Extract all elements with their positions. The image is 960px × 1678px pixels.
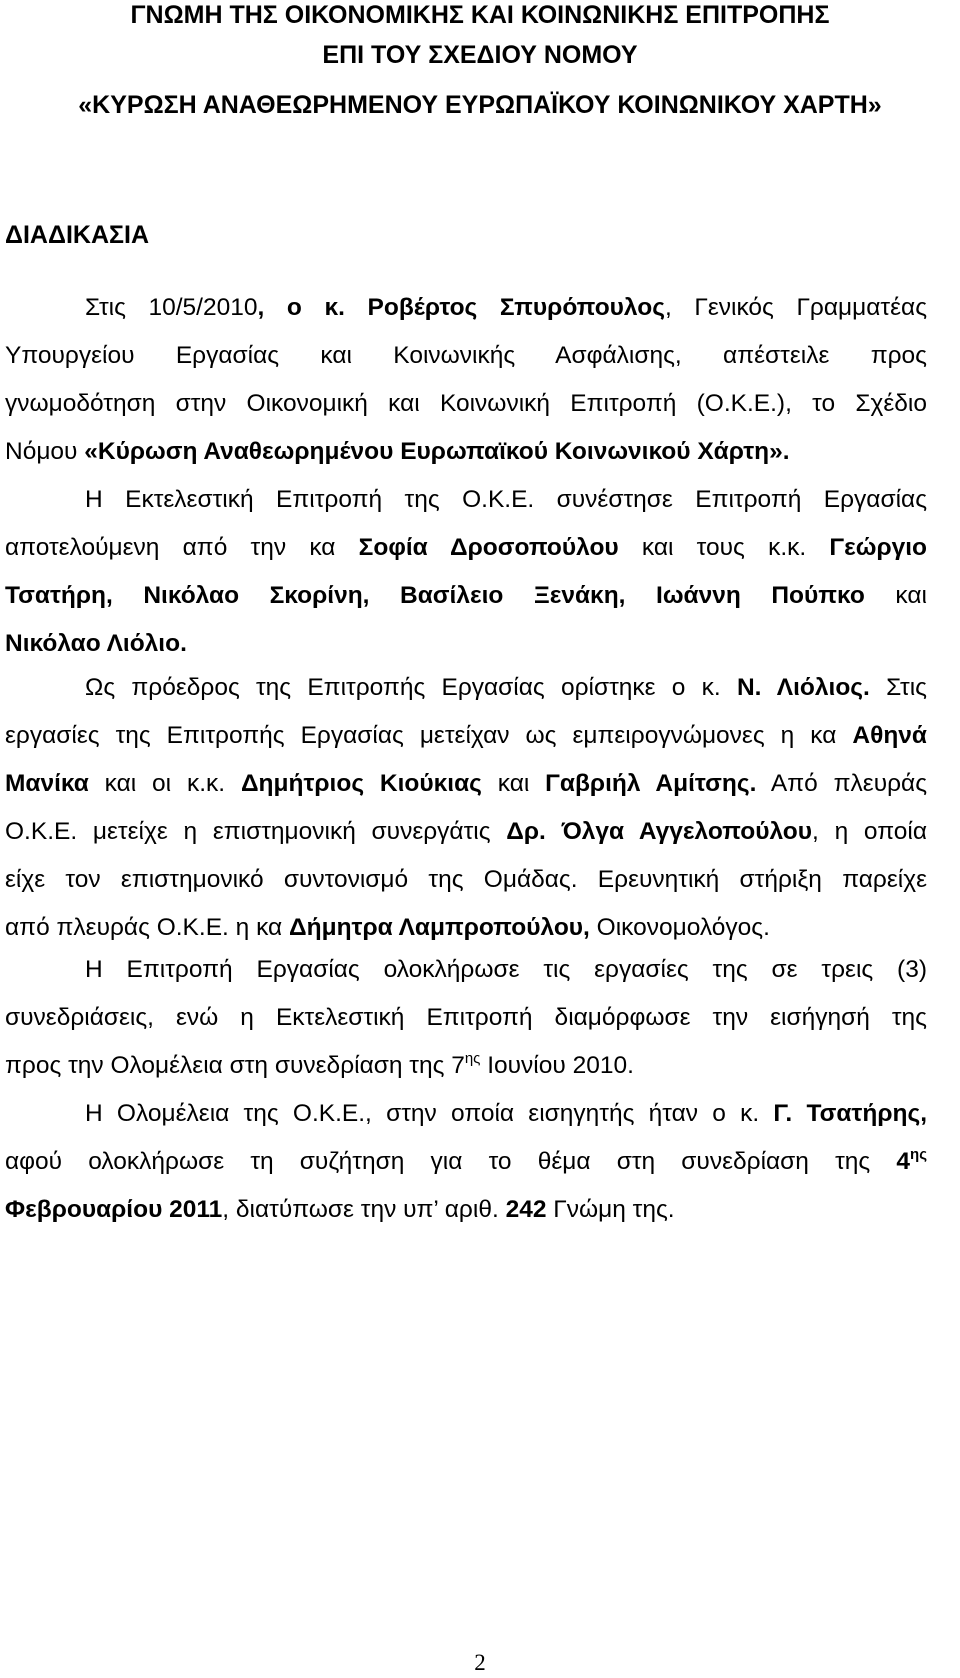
paragraph-line: είχε τον επιστημονικό συντονισμό της Ομάδας. Ερευνητική στήριξη παρείχε <box>5 866 927 893</box>
title-line-1: ΓΝΩΜΗ ΤΗΣ ΟΙΚΟΝΟΜΙΚΗΣ ΚΑΙ ΚΟΙΝΩΝΙΚΗΣ ΕΠΙΤΡΟΠΗΣ <box>130 1 830 29</box>
text-run: και <box>481 770 546 797</box>
date-text: Φεβρουαρίου 2011 <box>5 1196 223 1223</box>
person-name: Μανίκα <box>5 770 89 797</box>
paragraph-line <box>5 428 927 476</box>
paragraph-line <box>5 620 927 668</box>
text-run: Γνώμη της. <box>546 1196 675 1223</box>
text-run: εργασίες της Επιτροπής Εργασίας μετείχαν ως εμπειρογνώμονες η κα <box>5 722 853 749</box>
title-line-2: ΕΠΙ ΤΟΥ ΣΧΕΔΙΟΥ ΝΟΜΟΥ <box>322 41 638 69</box>
paragraph-line: συνεδριάσεις, ενώ η Εκτελεστική Επιτροπή διαμόρφωσε την εισήγησή της <box>5 1004 927 1031</box>
paragraph-line <box>5 664 927 712</box>
bill-title: «Κύρωση Αναθεωρημένου Ευρωπαϊκού Κοινωνικού Χάρτη». <box>84 438 790 465</box>
paragraph-line <box>5 1042 927 1090</box>
paragraph-line <box>5 1138 927 1186</box>
text-run: Στις <box>869 674 927 701</box>
ordinal-suffix: ης <box>464 1050 481 1067</box>
text-run: Ιουνίου 2010. <box>480 1052 634 1079</box>
paragraph-line <box>5 904 927 952</box>
text-run: 4 <box>896 1148 911 1175</box>
paragraph-line <box>5 524 927 572</box>
person-name: Ν. Λιόλιος. <box>736 674 870 701</box>
person-names: Τσατήρη, Νικόλαο Σκορίνη, Βασίλειο Ξενάκη, Ιωάννη Πούπκο <box>5 582 865 609</box>
person-name: Δρ. Όλγα Αγγελοπούλου <box>506 818 813 845</box>
paragraph-4 <box>5 946 927 1090</box>
paragraph-1 <box>5 284 927 476</box>
text-run: Στις 10/5/2010 <box>85 294 258 321</box>
text-run: και οι κ.κ. <box>88 770 241 797</box>
page-number: 2 <box>474 1650 486 1675</box>
person-name: Γ. Τσατήρης, <box>773 1100 927 1127</box>
date-day <box>896 1148 927 1175</box>
paragraph-line: Υπουργείου Εργασίας και Κοινωνικής Ασφάλισης, απέστειλε προς <box>5 342 927 369</box>
paragraph-line <box>5 1186 927 1234</box>
paragraph-line <box>5 1090 927 1138</box>
section-heading: ΔΙΑΔΙΚΑΣΙΑ <box>5 221 149 249</box>
person-name: Νικόλαο Λιόλιο. <box>5 630 187 657</box>
text-run: Ως πρόεδρος της Επιτροπής Εργασίας ορίστηκε ο κ. <box>85 674 737 701</box>
text-run: αποτελούμενη από την κα <box>5 534 359 561</box>
text-run: και τους κ.κ. <box>618 534 830 561</box>
paragraph-line <box>5 572 927 620</box>
title-line-3: «ΚΥΡΩΣΗ ΑΝΑΘΕΩΡΗΜΕΝΟΥ ΕΥΡΩΠΑΪΚΟΥ ΚΟΙΝΩΝΙΚΟΥ ΧΑΡΤΗ» <box>78 91 882 119</box>
person-name: Σοφία Δροσοπούλου <box>358 534 619 561</box>
person-name: Γεώργιο <box>829 534 927 561</box>
text-run: προς την Ολομέλεια στη συνεδρίαση της 7 <box>5 1052 465 1079</box>
person-name: Δημήτριος Κιούκιας <box>240 770 482 797</box>
text-run: , διατύπωσε την υπ’ αριθ. <box>222 1196 506 1223</box>
paragraph-line <box>5 808 927 856</box>
opinion-number: 242 <box>505 1196 547 1223</box>
text-run: , η οποία <box>812 818 927 845</box>
person-name: Ροβέρτος Σπυρόπουλος <box>367 294 665 321</box>
text-run: αφού ολοκλήρωσε τη συζήτηση για το θέμα στη συνεδρίαση της <box>5 1148 897 1175</box>
paragraph-3 <box>5 664 927 952</box>
text-run: από πλευράς Ο.Κ.Ε. η κα <box>5 914 290 941</box>
text-run: Ο.Κ.Ε. μετείχε η επιστημονική συνεργάτις <box>5 818 507 845</box>
paragraph-2 <box>5 476 927 668</box>
person-name: Αθηνά <box>852 722 927 749</box>
paragraph-line: Η Εκτελεστική Επιτροπή της Ο.Κ.Ε. συνέστησε Επιτροπή Εργασίας <box>85 486 927 513</box>
text-run: Οικονομολόγος. <box>589 914 770 941</box>
text-run: Νόμου <box>5 438 85 465</box>
paragraph-line: Η Επιτροπή Εργασίας ολοκλήρωσε τις εργασίες της σε τρεις (3) <box>85 956 927 983</box>
paragraph-line <box>5 284 927 332</box>
paragraph-5 <box>5 1090 927 1234</box>
text-run: και <box>864 582 927 609</box>
paragraph-line <box>5 760 927 808</box>
person-name: Δήμητρα Λαμπροπούλου, <box>289 914 590 941</box>
text-run: Η Ολομέλεια της Ο.Κ.Ε., στην οποία εισηγητής ήταν ο κ. <box>85 1100 774 1127</box>
paragraph-line <box>5 712 927 760</box>
person-name: Γαβριήλ Αμίτσης. <box>545 770 757 797</box>
ordinal-suffix: ης <box>910 1146 927 1163</box>
text-run: , Γενικός Γραμματέας <box>664 294 927 321</box>
text-run: Από πλευράς <box>756 770 927 797</box>
text-run: , ο κ. <box>257 294 368 321</box>
paragraph-line: γνωμοδότηση στην Οικονομική και Κοινωνική Επιτροπή (Ο.Κ.Ε.), το Σχέδιο <box>5 390 927 417</box>
